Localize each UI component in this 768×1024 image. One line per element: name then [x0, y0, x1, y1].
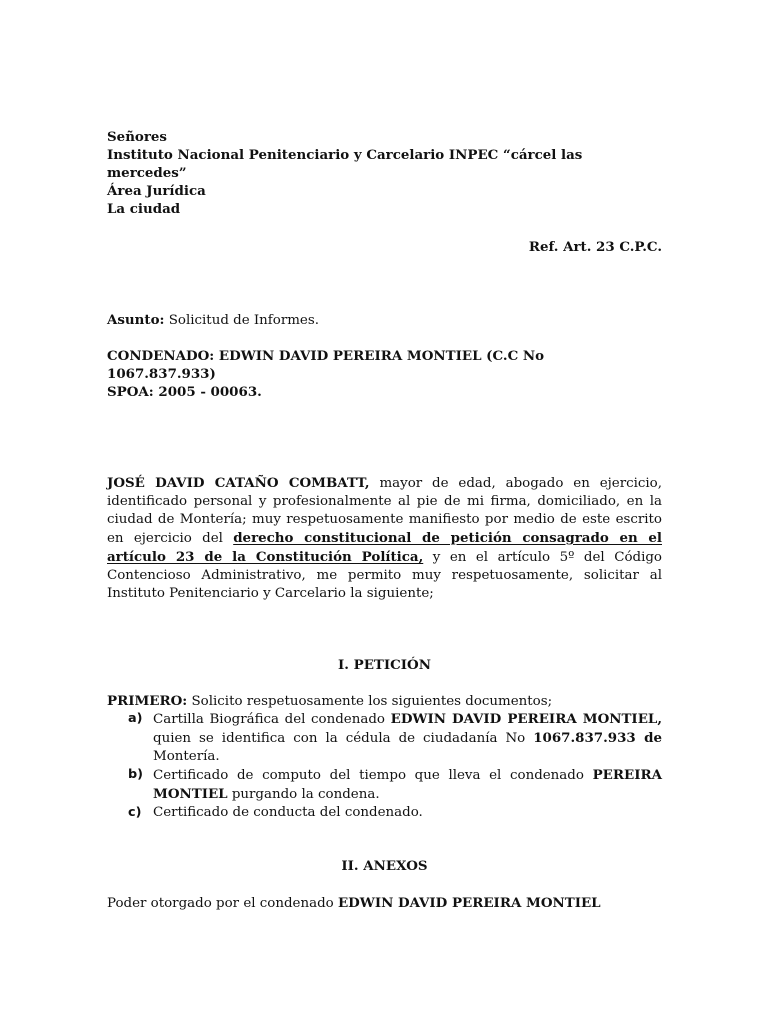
- author-name: JOSÉ DAVID CATAÑO COMBATT,: [107, 475, 370, 491]
- item-text: Certificado de conducta del condenado.: [153, 805, 423, 820]
- item-text: Montería.: [153, 749, 220, 764]
- list-item: [107, 710, 662, 766]
- item-bold-name: PEREIRA MONTIEL: [153, 767, 662, 802]
- annex-line: [107, 894, 662, 913]
- city-line: La ciudad: [107, 201, 181, 217]
- annex-text: Poder otorgado por el condenado: [107, 896, 338, 911]
- petition-intro-label: PRIMERO:: [107, 693, 188, 709]
- reference-line: Ref. Art. 23 C.P.C.: [528, 239, 662, 255]
- department-area: Área Jurídica: [107, 183, 206, 199]
- case-block: [107, 347, 577, 401]
- section-heading-peticion: I. PETICIÓN: [338, 657, 431, 673]
- list-marker: a): [128, 711, 143, 726]
- item-text: quien se identifica con la cédula de ciudadanía No: [153, 731, 534, 746]
- subject-line: [107, 311, 662, 330]
- body-paragraph: [107, 474, 662, 603]
- list-marker: b): [128, 767, 144, 782]
- item-text: Certificado de computo del tiempo que lleva el condenado: [153, 768, 593, 783]
- list-marker: c): [128, 805, 142, 820]
- annex-bold-name: EDWIN DAVID PEREIRA MONTIEL: [337, 895, 601, 911]
- item-text: purgando la condena.: [227, 787, 380, 802]
- body-text-1: mayor de edad, abogado en ejercicio, identificado personal y profesionalmente al pie de mi firma, domiciliado, en la ciudad de Montería; muy respetuosamente manifiesto por medio de este escrito en ejercicio del: [107, 476, 662, 546]
- list-item: [107, 804, 662, 822]
- salutation: Señores: [107, 129, 167, 145]
- convicted-line: CONDENADO: EDWIN DAVID PEREIRA MONTIEL (C.C No 1067.837.933): [107, 348, 545, 382]
- item-text: Cartilla Biográfica del condenado: [153, 712, 391, 727]
- institution-name: Instituto Nacional Penitenciario y Carcelario INPEC “cárcel las mercedes”: [107, 147, 583, 181]
- legal-basis-emphasis: derecho constitucional de petición consagrado en el artículo 23 de la Constitución Política,: [107, 530, 662, 565]
- petition-intro: [107, 692, 662, 711]
- subject-label: Asunto:: [107, 312, 165, 328]
- petition-list: [107, 710, 662, 822]
- subject-text: Solicitud de Informes.: [164, 313, 319, 328]
- item-bold-id: 1067.837.933 de: [533, 730, 662, 746]
- addressee-block: [107, 128, 662, 218]
- section-heading-anexos: II. ANEXOS: [341, 858, 428, 874]
- item-bold-name: EDWIN DAVID PEREIRA MONTIEL,: [390, 711, 662, 727]
- petition-intro-text: Solicito respetuosamente los siguientes documentos;: [187, 694, 553, 709]
- spoa-line: SPOA: 2005 - 00063.: [107, 384, 262, 400]
- body-text-2: y en el artículo 5º del Código Contencioso Administrativo, me permito muy respetuosamente, solicitar al Instituto Penitenciario y Carcelario la siguiente;: [107, 550, 662, 601]
- list-item: [107, 766, 662, 804]
